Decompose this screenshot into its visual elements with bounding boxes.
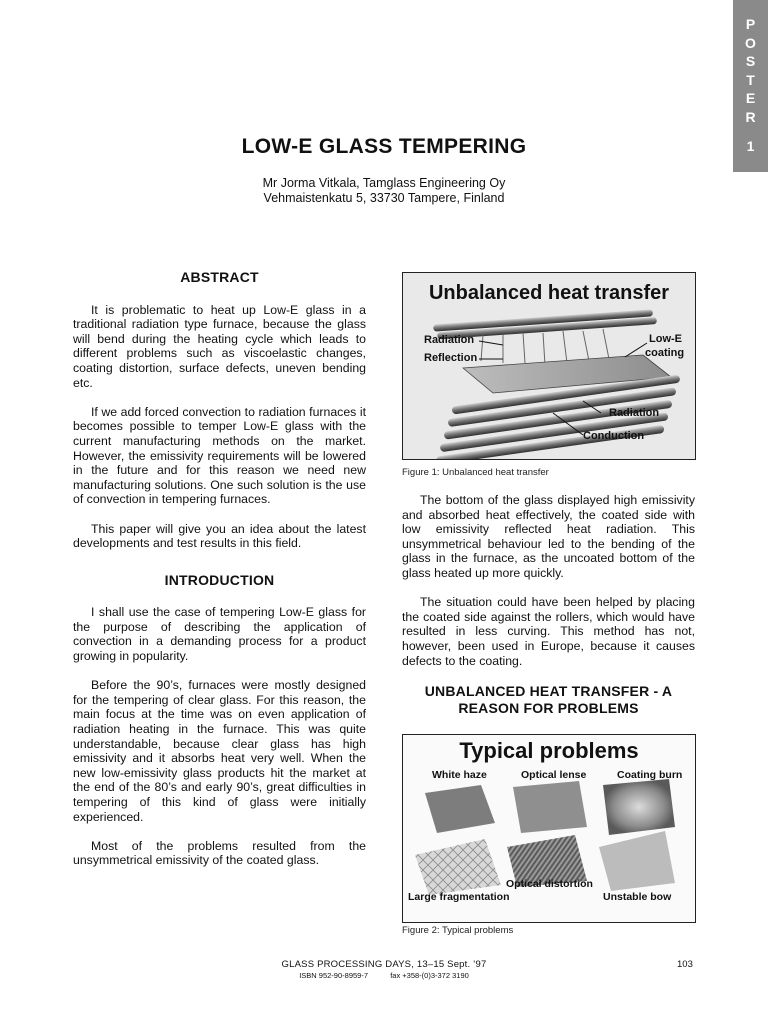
abstract-paragraph: If we add forced convection to radiation furnaces it becomes possible to temper Low-E glass with the current manufacturing methods on the market. However, the emissivity requirements will be lowered in the future and for this reason we need new manufacturing solutions. One such solution is the use of convection in tempering furnaces. bbox=[73, 404, 366, 507]
poster-number: 1 bbox=[746, 138, 755, 154]
poster-letter: S bbox=[745, 53, 756, 70]
poster-letter: T bbox=[746, 71, 755, 88]
poster-letter: R bbox=[745, 108, 756, 125]
figure1-title: Unbalanced heat transfer bbox=[428, 282, 670, 304]
author-name: Mr Jorma Vitkala, Tamglass Engineering Oy bbox=[262, 176, 506, 190]
abstract-heading: ABSTRACT bbox=[180, 269, 259, 285]
right-column bbox=[402, 493, 695, 717]
label-unstable-bow: Unstable bow bbox=[603, 891, 672, 903]
coating-burn-sample bbox=[603, 779, 675, 835]
figure2-title: Typical problems bbox=[459, 738, 639, 763]
abstract-paragraph: This paper will give you an idea about the latest developments and test results in this field. bbox=[73, 521, 366, 551]
paper-title: LOW-E GLASS TEMPERING bbox=[241, 135, 527, 158]
left-column bbox=[73, 270, 366, 883]
label-lowe: Low-E bbox=[649, 333, 682, 345]
abstract-paragraph: It is problematic to heat up Low-E glass in a traditional radiation type furnace, because the glass will bend during the heating cycle which leads to different problems such as viscoelastic changes, coating distortion, surface defects, uneven bending etc. bbox=[73, 302, 366, 390]
figure1-caption: Figure 1: Unbalanced heat transfer bbox=[402, 467, 549, 478]
right-paragraph: The situation could have been helped by placing the coated side against the rollers, which would have resulted in less curving. This method has not, however, been used in Europe, because it causes defects to the coating. bbox=[402, 595, 695, 668]
section-heading-line: UNBALANCED HEAT TRANSFER - A bbox=[424, 682, 673, 699]
introduction-paragraph: I shall use the case of tempering Low-E glass for the purpose of describing the application of convection in a demanding process for a product growing in popularity. bbox=[73, 605, 366, 664]
poster-letter: P bbox=[745, 16, 756, 32]
section-heading bbox=[402, 683, 695, 717]
introduction-paragraph: Most of the problems resulted from the unsymmetrical emissivity of the coated glass. bbox=[73, 838, 366, 868]
label-coating: coating bbox=[645, 347, 685, 359]
label-white-haze: White haze bbox=[432, 769, 487, 781]
label-optical-distortion: Optical distortion bbox=[506, 878, 593, 890]
figure-unbalanced-heat-transfer bbox=[402, 272, 696, 460]
footer-fax: fax +358-(0)3-372 3190 bbox=[390, 971, 469, 980]
footer-isbn: ISBN 952-90-8959-7 bbox=[299, 971, 368, 980]
author-address: Vehmaistenkatu 5, 33730 Tampere, Finland bbox=[263, 191, 505, 205]
label-optical-lense: Optical lense bbox=[521, 769, 587, 781]
author-block bbox=[0, 176, 768, 206]
page-number: 103 bbox=[677, 959, 693, 970]
figure-typical-problems bbox=[402, 734, 696, 923]
footer-contact bbox=[0, 971, 768, 980]
unstable-bow-sample bbox=[599, 831, 675, 891]
right-paragraph: The bottom of the glass displayed high emissivity and absorbed heat effectively, the coated side with low emissivity reflected heat radiation. This unsymmetrical behaviour led to the bending of the glass in the furnace, as the uncoated bottom of the glass heated up more quickly. bbox=[402, 493, 695, 580]
footer-conference: GLASS PROCESSING DAYS, 13–15 Sept. ’97 bbox=[281, 959, 487, 970]
large-fragmentation-sample bbox=[415, 839, 501, 895]
optical-lense-sample bbox=[513, 781, 587, 833]
introduction-heading: INTRODUCTION bbox=[164, 571, 275, 588]
heat-transfer-illustration bbox=[403, 273, 695, 459]
figure2-caption: Figure 2: Typical problems bbox=[402, 925, 514, 936]
label-coating-burn: Coating burn bbox=[617, 769, 683, 781]
label-reflection: Reflection bbox=[424, 352, 478, 364]
white-haze-sample bbox=[425, 785, 495, 833]
poster-letter: O bbox=[745, 34, 756, 51]
label-large-fragmentation: Large fragmentation bbox=[408, 891, 510, 903]
label-conduction: Conduction bbox=[583, 430, 645, 442]
introduction-paragraph: Before the 90’s, furnaces were mostly designed for the tempering of clear glass. For this reason, the main focus at the time was on even application of radiation heating in the furnace. This was quite understandable, because clear glass has high emissivity and it absorbs heat very well. When the new low-emissivity glass products hit the market at the end of the 80’s and early 90’s, great difficulties in tempering of this kind of glass were initially experienced. bbox=[73, 678, 366, 824]
poster-letter: E bbox=[745, 90, 756, 107]
label-radiation-top: Radiation bbox=[424, 334, 475, 346]
section-heading-line: REASON FOR PROBLEMS bbox=[458, 699, 639, 716]
label-radiation-bottom: Radiation bbox=[609, 407, 660, 419]
